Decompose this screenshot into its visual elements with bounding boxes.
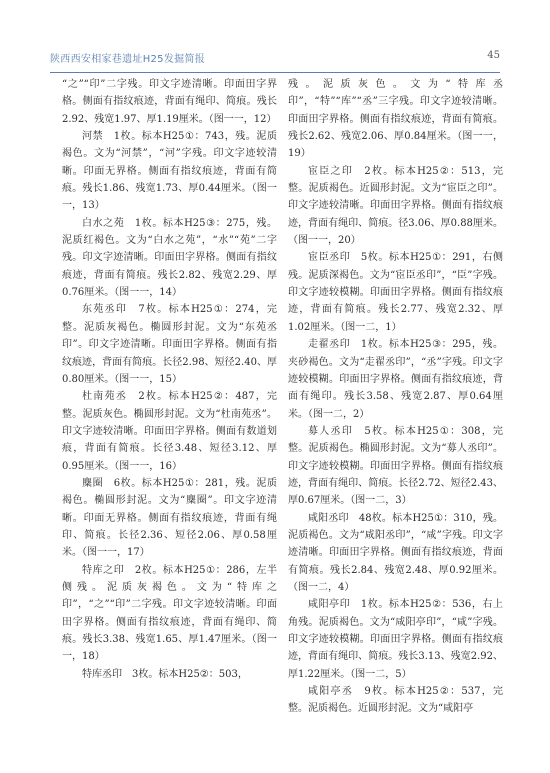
body-paragraph: 走翟丞印 1枚。标本H25③：295，残。夹砂褐色。文为“走翟丞印”，“丞”字残。印文字迹较模糊。印面田字界格。侧面有指纹痕迹，背面有绳印。残长3.58、残宽2.87、厚0.64厘米。（图一二，2）: [288, 339, 503, 420]
body-paragraph: 特库丞印 3枚。标本H25②：503，: [82, 668, 248, 680]
right-text-column: [288, 76, 503, 718]
body-paragraph: 特库之印 2枚。标本H25①：286，左半侧残。泥质灰褐色。文为“特库之印”，“之”“印”二字残。印文字迹较清晰。印面田字界格。侧面有指纹痕迹，背面有绳印、简痕。残长3.38、残宽1.65、厚1.47厘米。（图一一，18）: [62, 564, 277, 663]
body-paragraph: 咸阳丞印 48枚。标本H25①：310，残。泥质褐色。文为“咸阳丞印”，“咸”字残。印文字迹清晰。印面田字界格。侧面有指纹痕迹，背面有简痕。残长2.84、残宽2.48、厚0.92厘米。（图一二，4）: [288, 512, 503, 593]
body-paragraph: 咸阳亭丞 9枚。标本H25②：537，完整。泥质褐色。近圆形封泥。文为“咸阳亭: [288, 686, 503, 715]
body-paragraph: 咸阳亭印 1枚。标本H25②：536，右上角残。泥质褐色。文为“咸阳亭印”，“咸”字残。印文字迹较模糊。印面田字界格。侧面有指纹痕迹，背面有绳印、简痕。残长3.13、残宽2.92、厚1.22厘米。（图一二，5）: [288, 599, 503, 680]
body-paragraph: 河禁 1枚。标本H25①：743，残。泥质褐色。文为“河禁”，“河”字残。印文字迹较清晰。印面无界格。侧面有指纹痕迹，背面有简痕。残长1.86、残宽1.73、厚0.44厘米。（图一一，13）: [62, 131, 277, 212]
left-text-column: [62, 76, 277, 683]
body-paragraph: “之”“印”二字残。印文字迹清晰。印面田字界格。侧面有指纹痕迹，背面有绳印、简痕。残长2.92、残宽1.97、厚1.19厘米。（图一一，12）: [62, 79, 277, 125]
header-rule: [50, 72, 500, 73]
body-paragraph: 宦臣之印 2枚。标本H25②：513，完整。泥质褐色。近圆形封泥。文为“宦臣之印”。印文字迹较清晰。印面田字界格。侧面有指纹痕迹，背面有绳印、简痕。径3.06、厚0.88厘米。（图一一，20）: [288, 165, 503, 247]
body-paragraph: 麋圈 6枚。标本H25①：281，残。泥质褐色。椭圆形封泥。文为“麋圈”。印文字迹清晰。印面无界格。侧面有指纹痕迹，背面有绳印、简痕。长径2.36、短径2.06、厚0.58厘米。（图一一，17）: [62, 477, 277, 559]
page-number: 45: [487, 50, 500, 61]
body-paragraph: 募人丞印 5枚。标本H25①：308，完整。泥质褐色。椭圆形封泥。文为“募人丞印”。印文字迹较模糊。印面田字界格。侧面有指纹痕迹，背面有绳印、简痕。长径2.72、短径2.43、厚0.67厘米。（图一二，3）: [288, 425, 503, 507]
body-paragraph: 残。泥质灰色。文为“特库丞印”，“特”“库”“丞”三字残。印文字迹较清晰。印面田字界格。侧面有指纹痕迹，背面有简痕。残长2.62、残宽2.06、厚0.84厘米。（图一一，19）: [288, 79, 503, 160]
body-paragraph: 宦臣丞印 5枚。标本H25①：291，右侧残。泥质深褐色。文为“宦臣丞印”，“臣”字残。印文字迹较模糊。印面田字界格。侧面有指纹痕迹，背面有简痕。残长2.77、残宽2.32、厚1.02厘米。（图一二，1）: [288, 252, 503, 333]
running-header: [50, 50, 500, 68]
body-paragraph: 东苑丞印 7枚。标本H25①：274，完整。泥质灰褐色。椭圆形封泥。文为“东苑丞印”。印文字迹清晰。印面田字界格。侧面有指纹痕迹，背面有简痕。长径2.98、短径2.40、厚0.80厘米。（图一一，15）: [62, 304, 277, 385]
body-paragraph: 白水之苑 1枚。标本H25③：275，残。泥质红褐色。文为“白水之苑”，“水”“苑”二字残。印文字迹清晰。印面田字界格。侧面有指纹痕迹，背面有简痕。残长2.82、残宽2.29、厚0.76厘米。（图一一，14）: [62, 217, 277, 299]
journal-article-title: 陕西西安相家巷遗址H25发掘简报: [50, 54, 206, 65]
body-paragraph: 杜南苑丞 2枚。标本H25②：487，完整。泥质灰色。椭圆形封泥。文为“杜南苑丞”。印文字迹较清晰。印面田字界格。侧面有数道划痕，背面有简痕。长径3.48、短径3.12、厚0.95厘米。（图一一，16）: [62, 391, 277, 472]
